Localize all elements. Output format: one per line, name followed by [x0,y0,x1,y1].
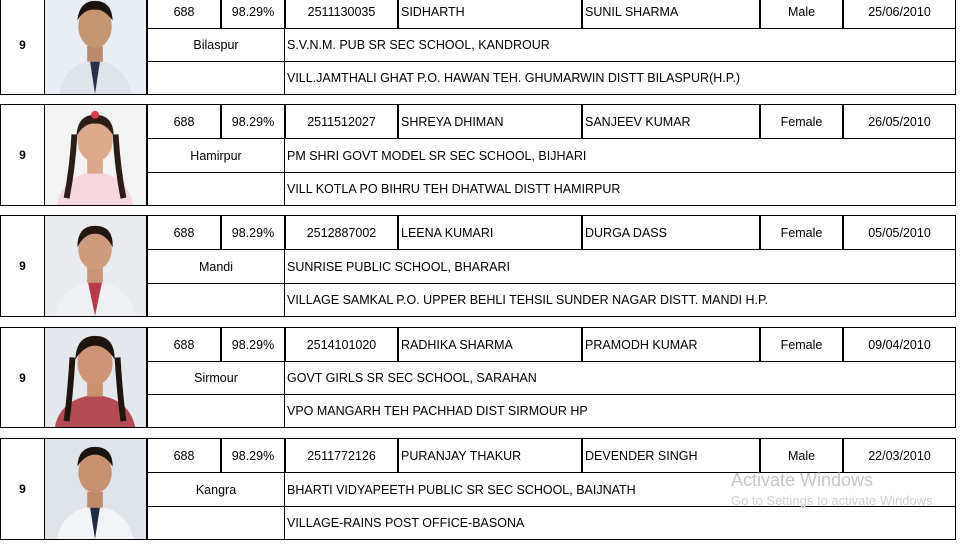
student-photo-image [45,0,146,94]
address-cell: VILLAGE-RAINS POST OFFICE-BASONA [284,506,956,540]
blank-cell [147,506,285,540]
address-cell: VPO MANGARH TEH PACHHAD DIST SIRMOUR HP [284,394,956,428]
district-cell: Kangra [147,472,285,507]
rank-cell: 9 [0,327,44,428]
student-photo-image [45,328,146,427]
rank-cell: 9 [0,104,44,206]
address-cell: VILL KOTLA PO BIHRU TEH DHATWAL DISTT HAMIRPUR [284,172,956,206]
marks-cell: 688 [147,104,221,139]
school-cell: S.V.N.M. PUB SR SEC SCHOOL, KANDROUR [284,28,956,62]
blank-cell [147,394,285,428]
student-photo [44,327,147,428]
percent-cell: 98.29% [221,438,285,473]
student-name-cell: LEENA KUMARI [398,215,582,250]
student-name-cell: PURANJAY THAKUR [398,438,582,473]
dob-cell: 05/05/2010 [843,215,956,250]
student-name-cell: SIDHARTH [398,0,582,29]
student-name-cell: RADHIKA SHARMA [398,327,582,362]
father-name-cell: DURGA DASS [582,215,760,250]
student-photo [44,104,147,206]
address-cell: VILL.JAMTHALI GHAT P.O. HAWAN TEH. GHUMARWIN DISTT BILASPUR(H.P.) [284,61,956,95]
student-photo [44,215,147,317]
marks-cell: 688 [147,215,221,250]
roll-number-cell: 2511130035 [285,0,398,29]
district-cell: Bilaspur [147,28,285,62]
percent-cell: 98.29% [221,0,285,29]
blank-cell [147,283,285,317]
rank-cell: 9 [0,438,44,540]
percent-cell: 98.29% [221,104,285,139]
student-record [0,104,956,206]
student-record [0,0,956,95]
student-photo-image [45,105,146,205]
address-cell: VILLAGE SAMKAL P.O. UPPER BEHLI TEHSIL SUNDER NAGAR DISTT. MANDI H.P. [284,283,956,317]
student-name-cell: SHREYA DHIMAN [398,104,582,139]
dob-cell: 22/03/2010 [843,438,956,473]
dob-cell: 09/04/2010 [843,327,956,362]
watermark-subtitle: Go to Settings to activate Windows. [731,493,937,508]
school-cell: BHARTI VIDYAPEETH PUBLIC SR SEC SCHOOL, BAIJNATH [284,472,956,507]
gender-cell: Male [760,438,843,473]
father-name-cell: PRAMODH KUMAR [582,327,760,362]
gender-cell: Male [760,0,843,29]
school-cell: GOVT GIRLS SR SEC SCHOOL, SARAHAN [284,361,956,395]
roll-number-cell: 2514101020 [285,327,398,362]
district-cell: Hamirpur [147,138,285,173]
student-photo [44,0,147,95]
district-cell: Sirmour [147,361,285,395]
roll-number-cell: 2511772126 [285,438,398,473]
percent-cell: 98.29% [221,215,285,250]
roll-number-cell: 2512887002 [285,215,398,250]
student-record [0,327,956,428]
blank-cell [147,172,285,206]
dob-cell: 26/05/2010 [843,104,956,139]
blank-cell [147,61,285,95]
dob-cell: 25/06/2010 [843,0,956,29]
roll-number-cell: 2511512027 [285,104,398,139]
marks-cell: 688 [147,438,221,473]
percent-cell: 98.29% [221,327,285,362]
father-name-cell: DEVENDER SINGH [582,438,760,473]
gender-cell: Female [760,215,843,250]
rank-cell: 9 [0,0,44,95]
student-photo-image [45,439,146,539]
watermark-title: Activate Windows [731,470,874,490]
father-name-cell: SUNIL SHARMA [582,0,760,29]
rank-cell: 9 [0,215,44,317]
gender-cell: Female [760,104,843,139]
school-cell: SUNRISE PUBLIC SCHOOL, BHARARI [284,249,956,284]
school-cell: PM SHRI GOVT MODEL SR SEC SCHOOL, BIJHARI [284,138,956,173]
gender-cell: Female [760,327,843,362]
marks-cell: 688 [147,0,221,29]
student-record [0,215,956,317]
father-name-cell: SANJEEV KUMAR [582,104,760,139]
marks-cell: 688 [147,327,221,362]
student-photo [44,438,147,540]
student-photo-image [45,216,146,316]
activate-windows-watermark [731,470,936,508]
district-cell: Mandi [147,249,285,284]
